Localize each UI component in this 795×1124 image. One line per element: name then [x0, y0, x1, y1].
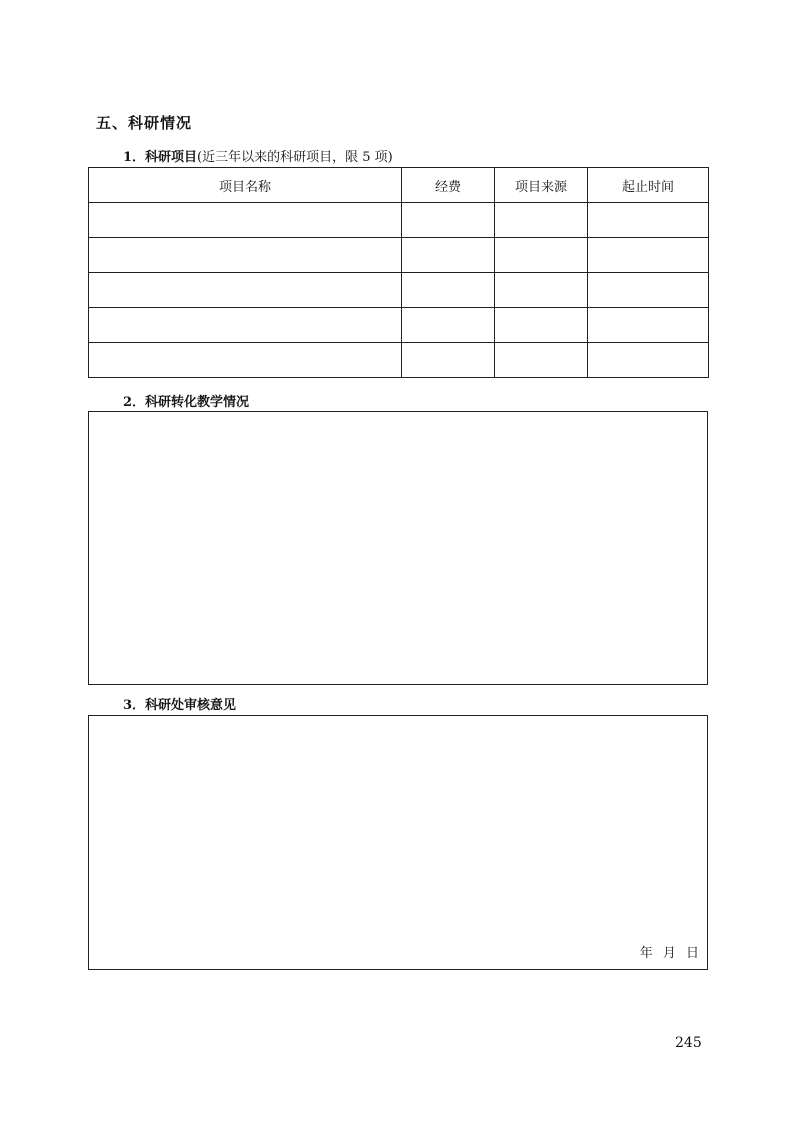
teaching-heading-label: 2．科研转化教学情况	[123, 395, 250, 410]
cell-funding[interactable]	[402, 273, 495, 308]
projects-table	[88, 167, 709, 378]
column-header-funding: 经费	[402, 168, 495, 203]
table-header-row	[89, 168, 709, 203]
table-row	[89, 308, 709, 343]
cell-source[interactable]	[495, 203, 588, 238]
column-header-source: 项目来源	[495, 168, 588, 203]
cell-funding[interactable]	[402, 308, 495, 343]
review-content-box[interactable]	[88, 715, 708, 970]
cell-period[interactable]	[588, 343, 709, 378]
cell-period[interactable]	[588, 238, 709, 273]
cell-source[interactable]	[495, 308, 588, 343]
projects-heading	[123, 146, 393, 165]
page-number: 245	[675, 1035, 702, 1051]
cell-source[interactable]	[495, 273, 588, 308]
teaching-content-box[interactable]	[88, 411, 708, 685]
table-row	[89, 273, 709, 308]
review-heading	[123, 694, 236, 713]
projects-heading-note: (近三年以来的科研项目，限 5 项)	[197, 150, 393, 165]
projects-heading-label: 1．科研项目	[123, 150, 198, 165]
cell-period[interactable]	[588, 273, 709, 308]
cell-project-name[interactable]	[89, 238, 402, 273]
cell-funding[interactable]	[402, 203, 495, 238]
cell-project-name[interactable]	[89, 343, 402, 378]
table-row	[89, 203, 709, 238]
review-heading-label: 3．科研处审核意见	[123, 698, 237, 713]
section-title: 五、科研情况	[96, 114, 193, 132]
column-header-period: 起止时间	[588, 168, 709, 203]
cell-source[interactable]	[495, 238, 588, 273]
table-row	[89, 238, 709, 273]
cell-funding[interactable]	[402, 343, 495, 378]
cell-period[interactable]	[588, 203, 709, 238]
cell-period[interactable]	[588, 308, 709, 343]
cell-source[interactable]	[495, 343, 588, 378]
cell-project-name[interactable]	[89, 273, 402, 308]
table-row	[89, 343, 709, 378]
cell-project-name[interactable]	[89, 203, 402, 238]
review-date-line: 年 月 日	[639, 946, 699, 961]
cell-project-name[interactable]	[89, 308, 402, 343]
teaching-heading	[123, 391, 249, 410]
cell-funding[interactable]	[402, 238, 495, 273]
column-header-project-name: 项目名称	[89, 168, 402, 203]
